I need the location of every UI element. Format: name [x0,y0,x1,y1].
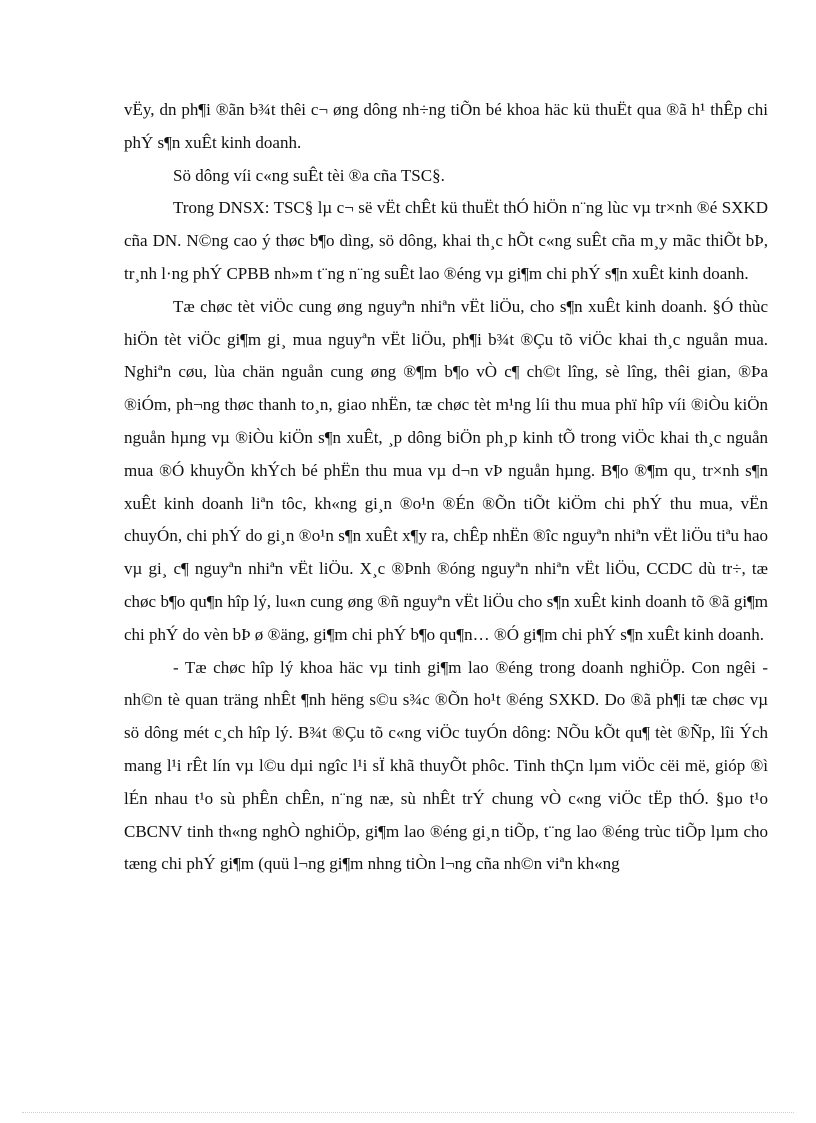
page-bottom-divider [22,1112,794,1113]
paragraph: Sö dông víi c«ng suÊt tèi ®a cña TSC§. [173,165,445,185]
document-body [124,94,768,881]
paragraph: Trong DNSX: TSC§ lµ c¬ së vËt chÊt kü thuËt thÓ hiÖn n¨ng lùc vµ tr×nh ®é SXKD cña DN. N©ng cao ý thøc b¶o dìng, sö dông, khai th¸c hÕt c«ng suÊt cña m¸y mãc thiÕt bÞ, tr¸nh l·ng phÝ CPBB nh»m t¨ng n¨ng suÊt lao ®éng vµ gi¶m chi phÝ s¶n xuÊt kinh doanh. [124,198,768,283]
paragraph: vËy, dn ph¶i ®ãn b¾t thêi c¬ øng dông nh÷ng tiÕn bé khoa häc kü thuËt qua ®ã h¹ thÊp chi phÝ s¶n xuÊt kinh doanh. [124,100,768,152]
paragraph: Tæ chøc tèt viÖc cung øng nguyªn nhiªn vËt liÖu, cho s¶n xuÊt kinh doanh. §Ó thùc hiÖn tèt viÖc gi¶m gi¸ mua nguyªn vËt liÖu, ph¶i b¾t ®Çu tõ viÖc khai th¸c nguån mua. Nghiªn cøu, lùa chän nguån cung øng ®¶m b¶o vÒ c¶ ch©t lîng, sè lîng, thêi gian, ®Þa ®iÓm, ph¬ng thøc thanh to¸n, giao nhËn, tæ chøc tèt m¹ng líi thu mua phï hîp víi ®iÒu kiÖn nguån hµng vµ ®iÒu kiÖn s¶n xuÊt, ¸p dông biÖn ph¸p kinh tÕ trong viÖc khai th¸c nguån mua ®Ó khuyÕn khÝch bé phËn thu mua vµ d¬n vÞ nguån hµng. B¶o ®¶m qu¸ tr×nh s¶n xuÊt kinh doanh liªn tôc, kh«ng gi¸n ®o¹n ®Én ®Õn tiÕt kiÖm chi phÝ thu mua, vËn chuyÓn, chi phÝ do gi¸n ®o¹n s¶n xuÊt x¶y ra, chÊp nhËn ®îc nguyªn nhiªn vËt liÖu tiªu hao vµ gi¸ c¶ nguyªn nhiªn vËt liÖu. X¸c ®Þnh ®óng nguyªn nhiªn vËt liÖu, CCDC dù tr÷, tæ chøc b¶o qu¶n hîp lý, lu«n cung øng ®ñ nguyªn vËt liÖu cho s¶n xuÊt kinh doanh tõ ®ã gi¶m chi phÝ do vèn bÞ ø ®äng, gi¶m chi phÝ b¶o qu¶n… ®Ó gi¶m chi phÝ s¶n xuÊt kinh doanh. [124,296,768,644]
paragraph: - Tæ chøc hîp lý khoa häc vµ tinh gi¶m lao ®éng trong doanh nghiÖp. Con ngêi - nh©n tè quan träng nhÊt ¶nh hëng s©u s¾c ®Õn ho¹t ®éng SXKD. Do ®ã ph¶i tæ chøc vµ sö dông mét c¸ch hîp lý. B¾t ®Çu tõ c«ng viÖc tuyÓn dông: NÕu kÕt qu¶ tèt ®Ñp, lîi Ých mang l¹i rÊt lín vµ l©u dµi ngîc l¹i sÏ khã thuyÕt phôc. Tinh thÇn lµm viÖc cëi më, gióp ®ì lÉn nhau t¹o sù phÊn chÊn, n¨ng næ, sù nhÊt trÝ chung vÒ c«ng viÖc tËp thÓ. §µo t¹o CBCNV tinh th«ng nghÒ nghiÖp, gi¶m lao ®éng gi¸n tiÕp, t¨ng lao ®éng trùc tiÕp lµm cho tæng chi phÝ gi¶m (quü l¬ng gi¶m nhng tiÒn l¬ng cña nh©n viªn kh«ng [124,657,768,874]
